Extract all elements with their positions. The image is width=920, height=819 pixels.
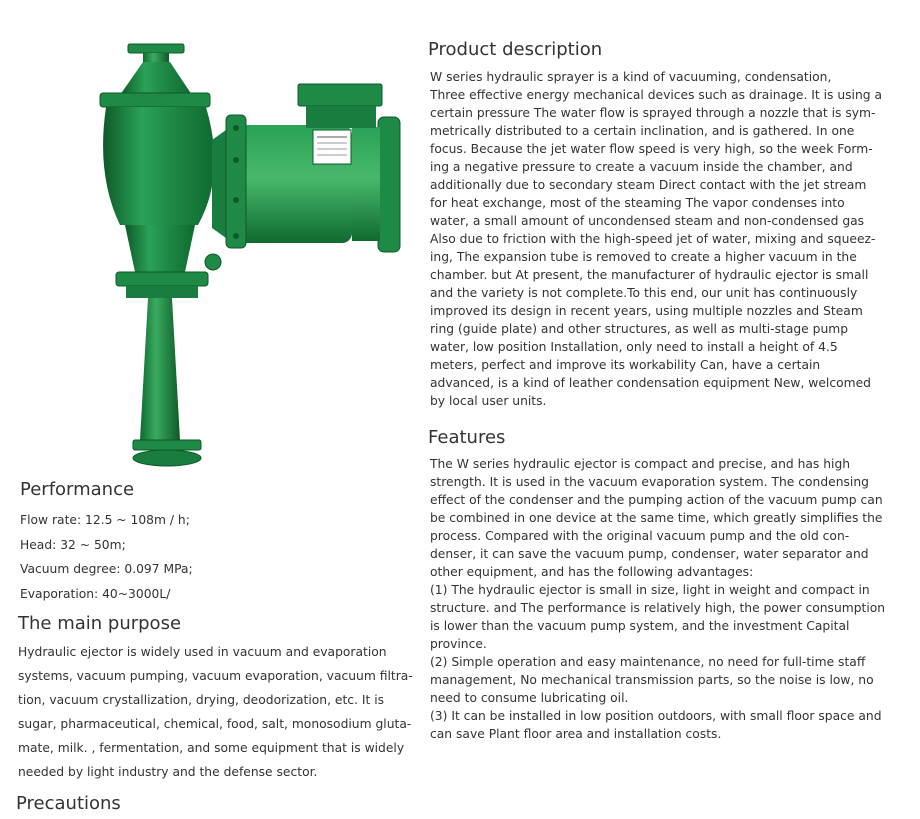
text-line: tion, vacuum crystallization, drying, deodorization, etc. It is [18, 693, 385, 707]
text-line: can save Plant floor area and installation costs. [430, 727, 722, 741]
text-line: strength. It is used in the vacuum evaporation system. The condensing [430, 475, 869, 489]
main-purpose-text [18, 640, 413, 784]
precautions-title: Precautions [16, 793, 121, 814]
text-line: (1) The hydraulic ejector is small in size, light in weight and compact in [430, 583, 870, 597]
text-line: certain pressure The water flow is sprayed through a nozzle that is sym- [430, 106, 876, 120]
performance-item-evaporation: Evaporation: 40~3000L/ [20, 586, 171, 601]
text-line: be combined in one device at the same time, which greatly simplifies the [430, 511, 883, 525]
text-line: and the variety is not complete.To this end, our unit has continuously [430, 286, 858, 300]
performance-item-vacuum-degree: Vacuum degree: 0.097 MPa; [20, 562, 193, 576]
text-line: Also due to friction with the high-speed jet of water, mixing and squeez- [430, 232, 876, 246]
product-description-title: Product description [428, 39, 603, 60]
text-line: water, a small amount of uncondensed steam and non-condensed gas [430, 214, 865, 228]
main-purpose-title: The main purpose [18, 613, 182, 634]
text-line: Three effective energy mechanical devices such as drainage. It is using a [430, 88, 883, 102]
performance-item-flow-rate: Flow rate: 12.5 ~ 108m / h; [20, 513, 190, 527]
text-line: improved its design in recent years, using multiple nozzles and Steam [430, 304, 863, 318]
text-line: (3) It can be installed in low position outdoors, with small floor space and [430, 709, 882, 723]
text-line: ing a negative pressure to create a vacuum inside the chamber, and [430, 160, 853, 174]
text-line: mate, milk. , fermentation, and some equipment that is widely [18, 741, 405, 755]
text-line: sugar, pharmaceutical, chemical, food, salt, monosodium gluta- [18, 717, 412, 731]
text-line: focus. Because the jet water flow speed is very high, so the week Form- [430, 142, 873, 156]
text-line: management, No mechanical transmission parts, so the noise is low, no [430, 673, 874, 687]
text-line: is lower than the vacuum pump system, and the investment Capital [430, 619, 850, 633]
text-line: province. [430, 637, 487, 651]
text-line: ring (guide plate) and other structures, as well as multi-stage pump [430, 322, 849, 336]
features-title: Features [428, 427, 506, 448]
text-line: for heat exchange, most of the steaming The vapor condenses into [430, 196, 845, 210]
text-line: ing, The expansion tube is removed to create a higher vacuum in the [430, 250, 857, 264]
text-line: other equipment, and has the following advantages: [430, 565, 754, 579]
text-line: process. Compared with the original vacuum pump and the old con- [430, 529, 850, 543]
text-line: meters, perfect and improve its workability Can, have a certain [430, 358, 821, 372]
text-line: chamber. but At present, the manufacturer of hydraulic ejector is small [430, 268, 869, 282]
text-line: W series hydraulic sprayer is a kind of vacuuming, condensation, [430, 70, 832, 84]
text-line: water, low position Installation, only need to install a height of 4.5 [430, 340, 838, 354]
text-line: by local user units. [430, 394, 547, 408]
hydraulic-ejector-image [95, 38, 405, 473]
text-line: The W series hydraulic ejector is compact and precise, and has high [430, 457, 851, 471]
product-description-text [430, 68, 890, 410]
performance-item-head: Head: 32 ~ 50m; [20, 537, 126, 552]
text-line: needed by light industry and the defense sector. [18, 765, 318, 779]
performance-list [20, 508, 193, 606]
features-text [430, 455, 890, 743]
text-line: systems, vacuum pumping, vacuum evaporation, vacuum filtra- [18, 669, 413, 683]
text-line: effect of the condenser and the pumping action of the vacuum pump can [430, 493, 883, 507]
text-line: need to consume lubricating oil. [430, 691, 629, 705]
text-line: metrically distributed to a certain inclination, and is gathered. In one [430, 124, 855, 138]
text-line: advanced, is a kind of leather condensation equipment New, welcomed [430, 376, 871, 390]
text-line: (2) Simple operation and easy maintenance, no need for full-time staff [430, 655, 866, 669]
performance-title: Performance [20, 479, 135, 500]
text-line: structure. and The performance is relatively high, the power consumption [430, 601, 886, 615]
text-line: Hydraulic ejector is widely used in vacuum and evaporation [18, 645, 387, 659]
text-line: denser, it can save the vacuum pump, condenser, water separator and [430, 547, 869, 561]
text-line: additionally due to secondary steam Direct contact with the jet stream [430, 178, 867, 192]
